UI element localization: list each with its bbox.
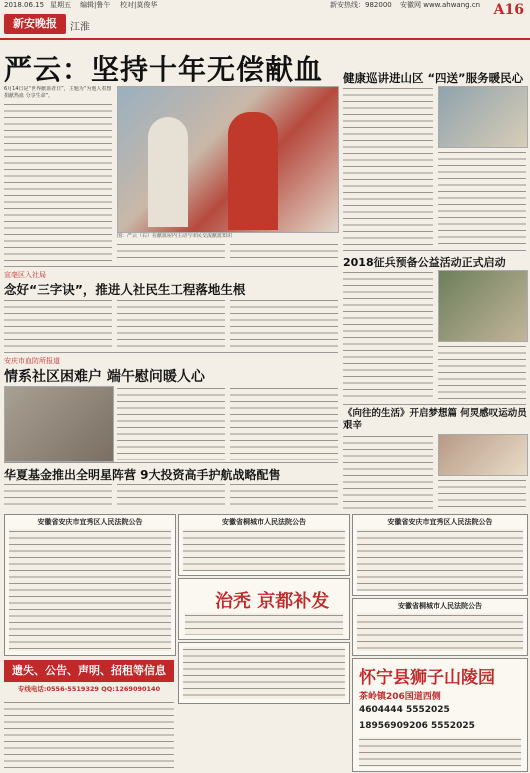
court-notice-right2 bbox=[352, 598, 528, 656]
divider bbox=[343, 404, 526, 405]
story4-col1 bbox=[4, 482, 112, 510]
lion-cemetery-mobile: 18956909206 5552025 bbox=[359, 721, 475, 731]
lead-body-col2 bbox=[117, 242, 225, 262]
lead-body-col1 bbox=[4, 102, 112, 262]
story2-col3 bbox=[230, 298, 338, 348]
lion-cemetery-title: 怀宁县狮子山陵园 bbox=[359, 668, 495, 688]
court-notice-right-body bbox=[357, 529, 523, 591]
divider bbox=[343, 250, 526, 251]
court-notice-right-title: 安徽省安庆市宜秀区人民法院公告 bbox=[387, 518, 493, 526]
right-story3-headline: 《向往的生活》开启梦想篇 何炅感叹运动员艰辛 bbox=[343, 408, 527, 431]
lion-cemetery-address: 茶岭镇206国道西侧 bbox=[359, 692, 441, 702]
court-notice-mid-title: 安徽省桐城市人民法院公告 bbox=[222, 518, 306, 526]
header-proof: 校对|莫俊华 bbox=[120, 1, 158, 9]
court-notice-left-title: 安徽省安庆市宜秀区人民法院公告 bbox=[37, 518, 143, 526]
story3-photo bbox=[4, 386, 114, 462]
page-number: A16 bbox=[493, 2, 524, 18]
divider bbox=[4, 266, 338, 267]
lead-photo bbox=[117, 86, 339, 233]
right-story2-headline: 2018征兵预备公益活动正式启动 bbox=[343, 256, 506, 269]
divider bbox=[4, 352, 338, 353]
photo-person-left bbox=[148, 117, 188, 227]
story2-col2 bbox=[117, 298, 225, 348]
header-date: 2018.06.15 bbox=[4, 1, 45, 9]
header-hotline: 新安热线：982000 bbox=[330, 1, 392, 9]
right-story3-col1 bbox=[343, 434, 433, 510]
court-notice-left-body bbox=[9, 529, 171, 651]
lead-headline: 严云：坚持十年无偿献血 bbox=[4, 53, 324, 86]
medical-ad bbox=[178, 578, 350, 640]
court-notice-right bbox=[352, 514, 528, 596]
court-notice-mid-body bbox=[183, 529, 345, 571]
right-story1-photo bbox=[438, 86, 528, 148]
divider bbox=[4, 462, 338, 463]
story2-col1 bbox=[4, 298, 112, 348]
lion-cemetery-phone: 4604444 5552025 bbox=[359, 705, 450, 715]
page-header-line bbox=[0, 0, 530, 10]
section-name: 江淮 bbox=[70, 22, 90, 33]
story3-col1 bbox=[117, 386, 225, 460]
right-story1-col1 bbox=[343, 86, 433, 246]
lead-photo-caption: 图：严云（右）在献血屋内主动与市民交流献血知识 bbox=[117, 233, 233, 239]
court-notice-left bbox=[4, 514, 176, 656]
court-notice-mid bbox=[178, 514, 350, 576]
story4-col3 bbox=[230, 482, 338, 510]
header-editor: 编辑|鲁午 bbox=[80, 1, 111, 9]
right-story3-photo bbox=[438, 434, 528, 476]
header-weekday: 星期五 bbox=[50, 1, 71, 9]
court-notice-mid2-body bbox=[183, 647, 345, 699]
medical-ad-body bbox=[185, 613, 343, 635]
story4-headline: 华夏基金推出全明星阵营 9大投资高手护航战略配售 bbox=[4, 468, 281, 482]
court-notice-right2-title: 安徽省桐城市人民法院公告 bbox=[398, 602, 482, 610]
right-story2-col1 bbox=[343, 270, 433, 400]
photo-person-right bbox=[228, 112, 278, 230]
classified-banner: 遗失、公告、声明、招租等信息 bbox=[4, 660, 174, 682]
classified-phone: 专线电话:0556-5519329 QQ:1269090140 bbox=[17, 685, 161, 693]
lead-body-col3 bbox=[230, 242, 338, 262]
lion-cemetery-body bbox=[359, 737, 521, 767]
court-notice-mid2 bbox=[178, 642, 350, 704]
right-story2-col2 bbox=[438, 344, 526, 400]
story3-kicker: 安庆市血防所报道 bbox=[4, 357, 60, 365]
story3-col2 bbox=[230, 386, 338, 460]
right-story3-col2 bbox=[438, 478, 526, 510]
story3-headline: 情系社区困难户 端午慰问暖人心 bbox=[4, 369, 205, 385]
paper-logo: 新安晚报 bbox=[4, 14, 66, 34]
right-story1-col2 bbox=[438, 150, 526, 246]
lead-intro: 6月14日是“世界献血者日”，主题为“为他人着想 捐献热血 分享生命”。 bbox=[4, 86, 112, 99]
lion-cemetery-ad bbox=[352, 658, 528, 772]
right-story1-headline: 健康巡讲进山区 “四送”服务暖民心 bbox=[343, 71, 524, 85]
classified-body bbox=[4, 700, 174, 770]
medical-ad-title: 治秃 京都补发 bbox=[215, 591, 330, 612]
story2-kicker: 宣亳区入社局 bbox=[4, 271, 46, 279]
story2-headline: 念好“三字诀”，推进人社民生工程落地生根 bbox=[4, 282, 246, 297]
header-web: 安徽网 www.ahwang.cn bbox=[400, 1, 481, 9]
story4-col2 bbox=[117, 482, 225, 510]
court-notice-right2-body bbox=[357, 613, 523, 651]
right-story2-photo bbox=[438, 270, 528, 342]
